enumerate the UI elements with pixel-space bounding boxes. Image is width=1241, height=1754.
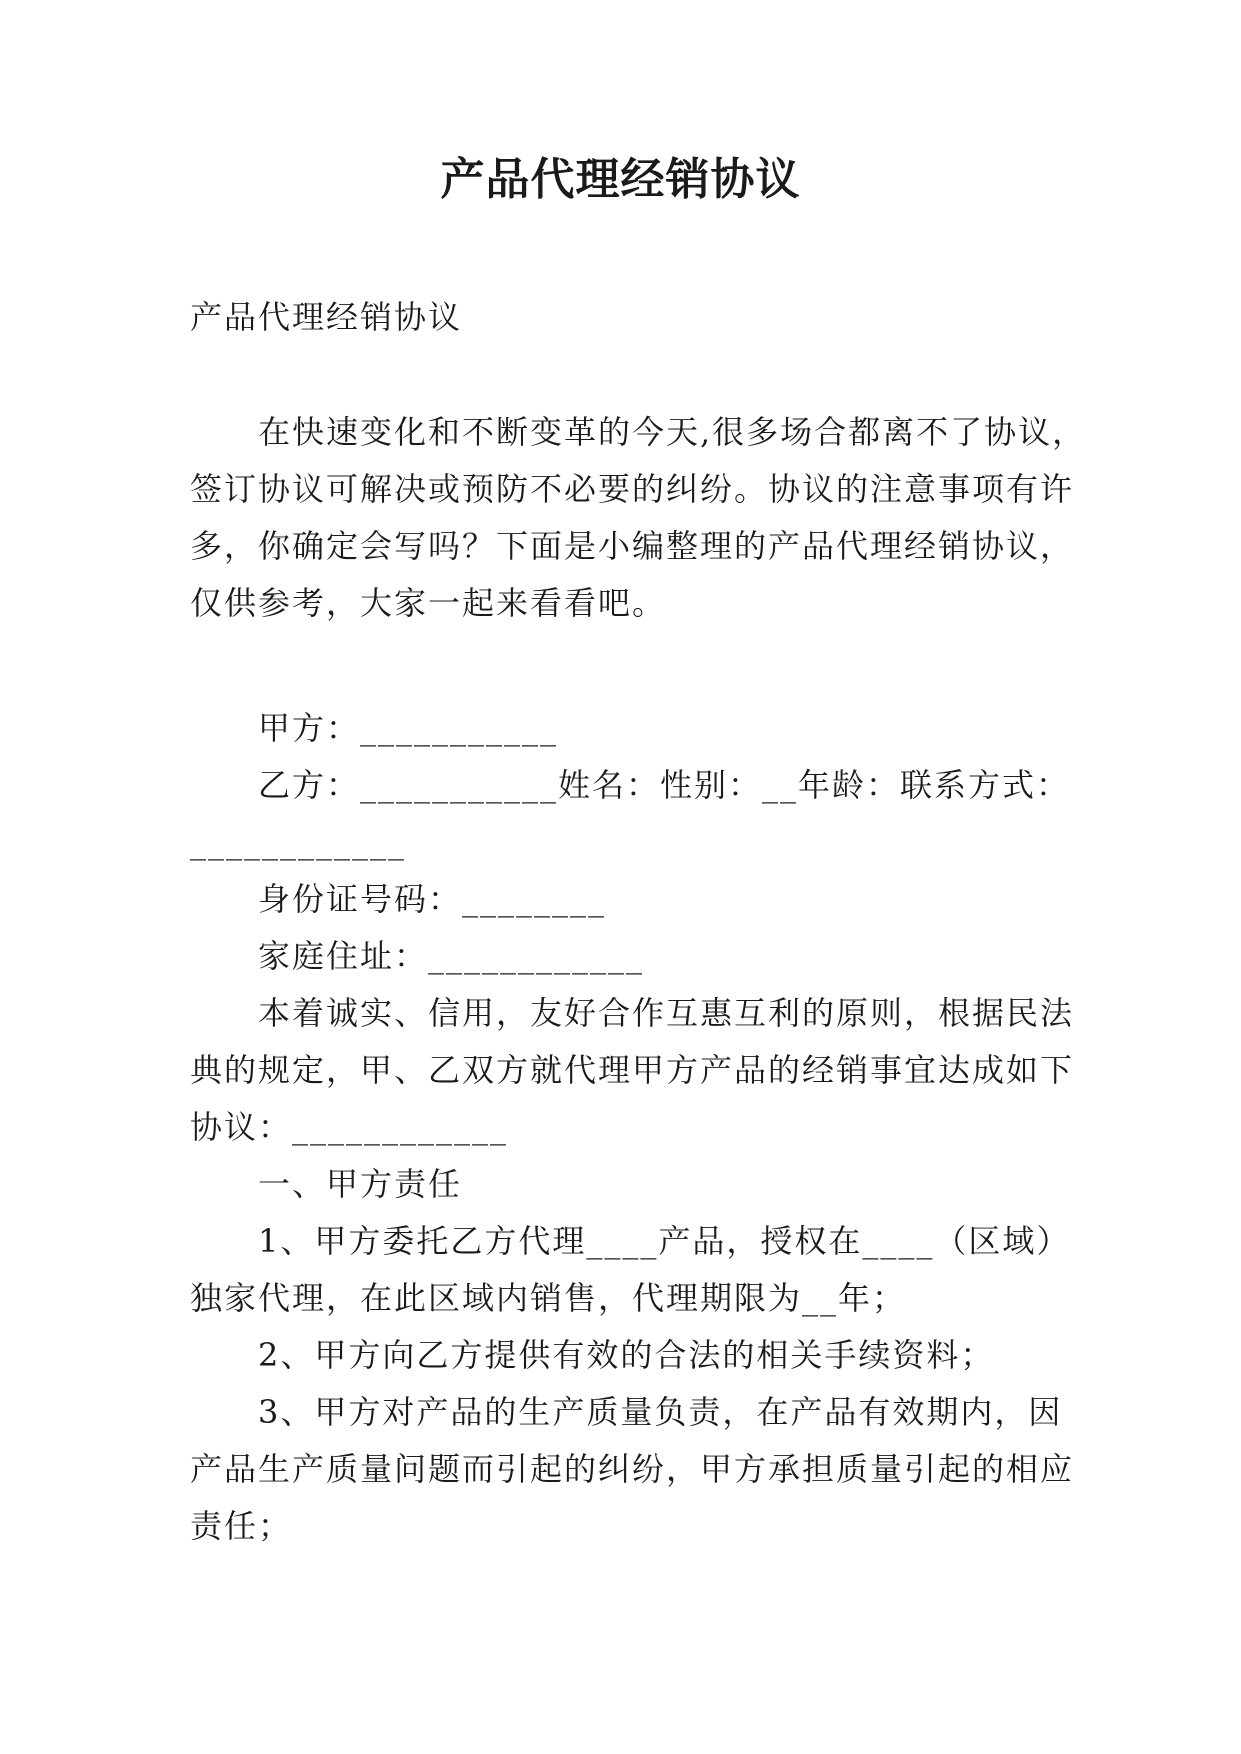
clause-3-line-3: 责任； xyxy=(190,1507,293,1545)
clause-3-line-1: 3、甲方对产品的生产质量负责，在产品有效期内，因 xyxy=(258,1393,1063,1431)
clause-1-line-1: 1、甲方委托乙方代理____产品，授权在____（区域） xyxy=(258,1222,1071,1260)
principle-line-1: 本着诚实、信用，友好合作互惠互利的原则，根据民法 xyxy=(258,994,1075,1032)
document-title: 产品代理经销协议 xyxy=(440,154,801,205)
party-b-line: 乙方：___________姓名：性别：__年龄：联系方式： xyxy=(258,766,1071,804)
intro-line-2: 签订协议可解决或预防不必要的纠纷。协议的注意事项有许 xyxy=(190,470,1075,508)
section-heading-party-a: 一、甲方责任 xyxy=(258,1165,463,1203)
clause-1-line-2: 独家代理，在此区域内销售，代理期限为__年； xyxy=(190,1279,907,1317)
home-address-line: 家庭住址：____________ xyxy=(258,937,645,975)
party-a-line: 甲方：___________ xyxy=(258,709,559,747)
intro-line-1: 在快速变化和不断变革的今天,很多场合都离不了协议， xyxy=(258,413,1087,451)
intro-line-4: 仅供参考，大家一起来看看吧。 xyxy=(190,584,667,622)
id-number-line: 身份证号码：________ xyxy=(258,880,607,918)
contact-blank-line: ____________ xyxy=(190,823,406,861)
principle-line-2: 典的规定，甲、乙双方就代理甲方产品的经销事宜达成如下 xyxy=(190,1051,1075,1089)
subtitle-line: 产品代理经销协议 xyxy=(190,298,463,336)
principle-line-3: 协议：____________ xyxy=(190,1108,509,1146)
clause-3-line-2: 产品生产质量问题而引起的纠纷，甲方承担质量引起的相应 xyxy=(190,1450,1075,1488)
intro-line-3: 多，你确定会写吗？下面是小编整理的产品代理经销协议， xyxy=(190,527,1075,565)
clause-2-line: 2、甲方向乙方提供有效的合法的相关手续资料； xyxy=(258,1336,995,1374)
